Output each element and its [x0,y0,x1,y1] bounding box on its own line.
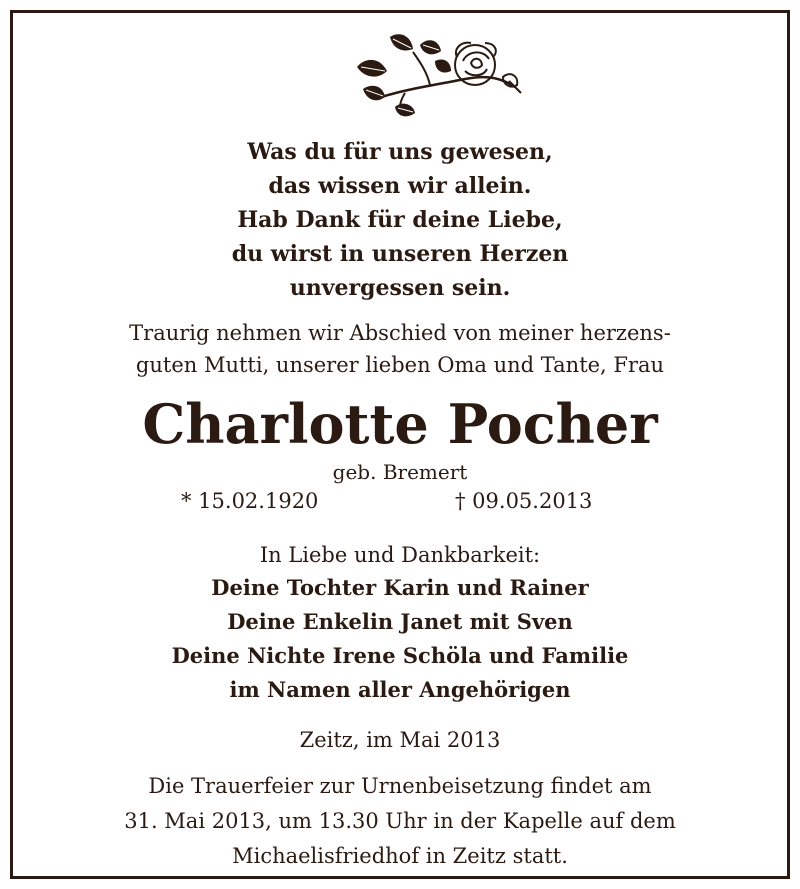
obituary-notice [10,10,790,879]
service-line: Michaelisfriedhof in Zeitz statt. [232,844,568,868]
death-date: † 09.05.2013 [455,489,593,513]
mourner-line: Deine Tochter Karin und Rainer [211,575,589,600]
life-dates [13,487,787,515]
poem-line: unvergessen sein. [289,275,511,301]
mourner-line: im Namen aller Angehörigen [229,677,571,702]
mourner-line: Deine Enkelin Janet mit Sven [227,609,573,634]
poem-line: das wissen wir allein. [268,173,532,199]
intro-line: Traurig nehmen wir Abschied von meiner herzens- [129,321,671,345]
poem-line: du wirst in unseren Herzen [231,241,569,267]
mourners-label: In Liebe und Dankbarkeit: [259,543,541,567]
intro-line: guten Mutti, unserer lieben Oma und Tante, Frau [135,353,665,377]
maiden-name: geb. Bremert [332,460,468,484]
service-line: 31. Mai 2013, um 13.30 Uhr in der Kapelle auf dem [124,809,676,833]
deceased-name: Charlotte Pocher [142,392,658,456]
service-line: Die Trauerfeier zur Urnenbeisetzung findet am [148,774,652,798]
mourner-line: Deine Nichte Irene Schöla und Familie [171,643,629,668]
rose-icon [335,27,525,123]
poem-line: Hab Dank für deine Liebe, [237,207,563,233]
poem-line: Was du für uns gewesen, [247,139,553,165]
birth-date: * 15.02.1920 [181,489,319,513]
place-date: Zeitz, im Mai 2013 [299,728,501,752]
